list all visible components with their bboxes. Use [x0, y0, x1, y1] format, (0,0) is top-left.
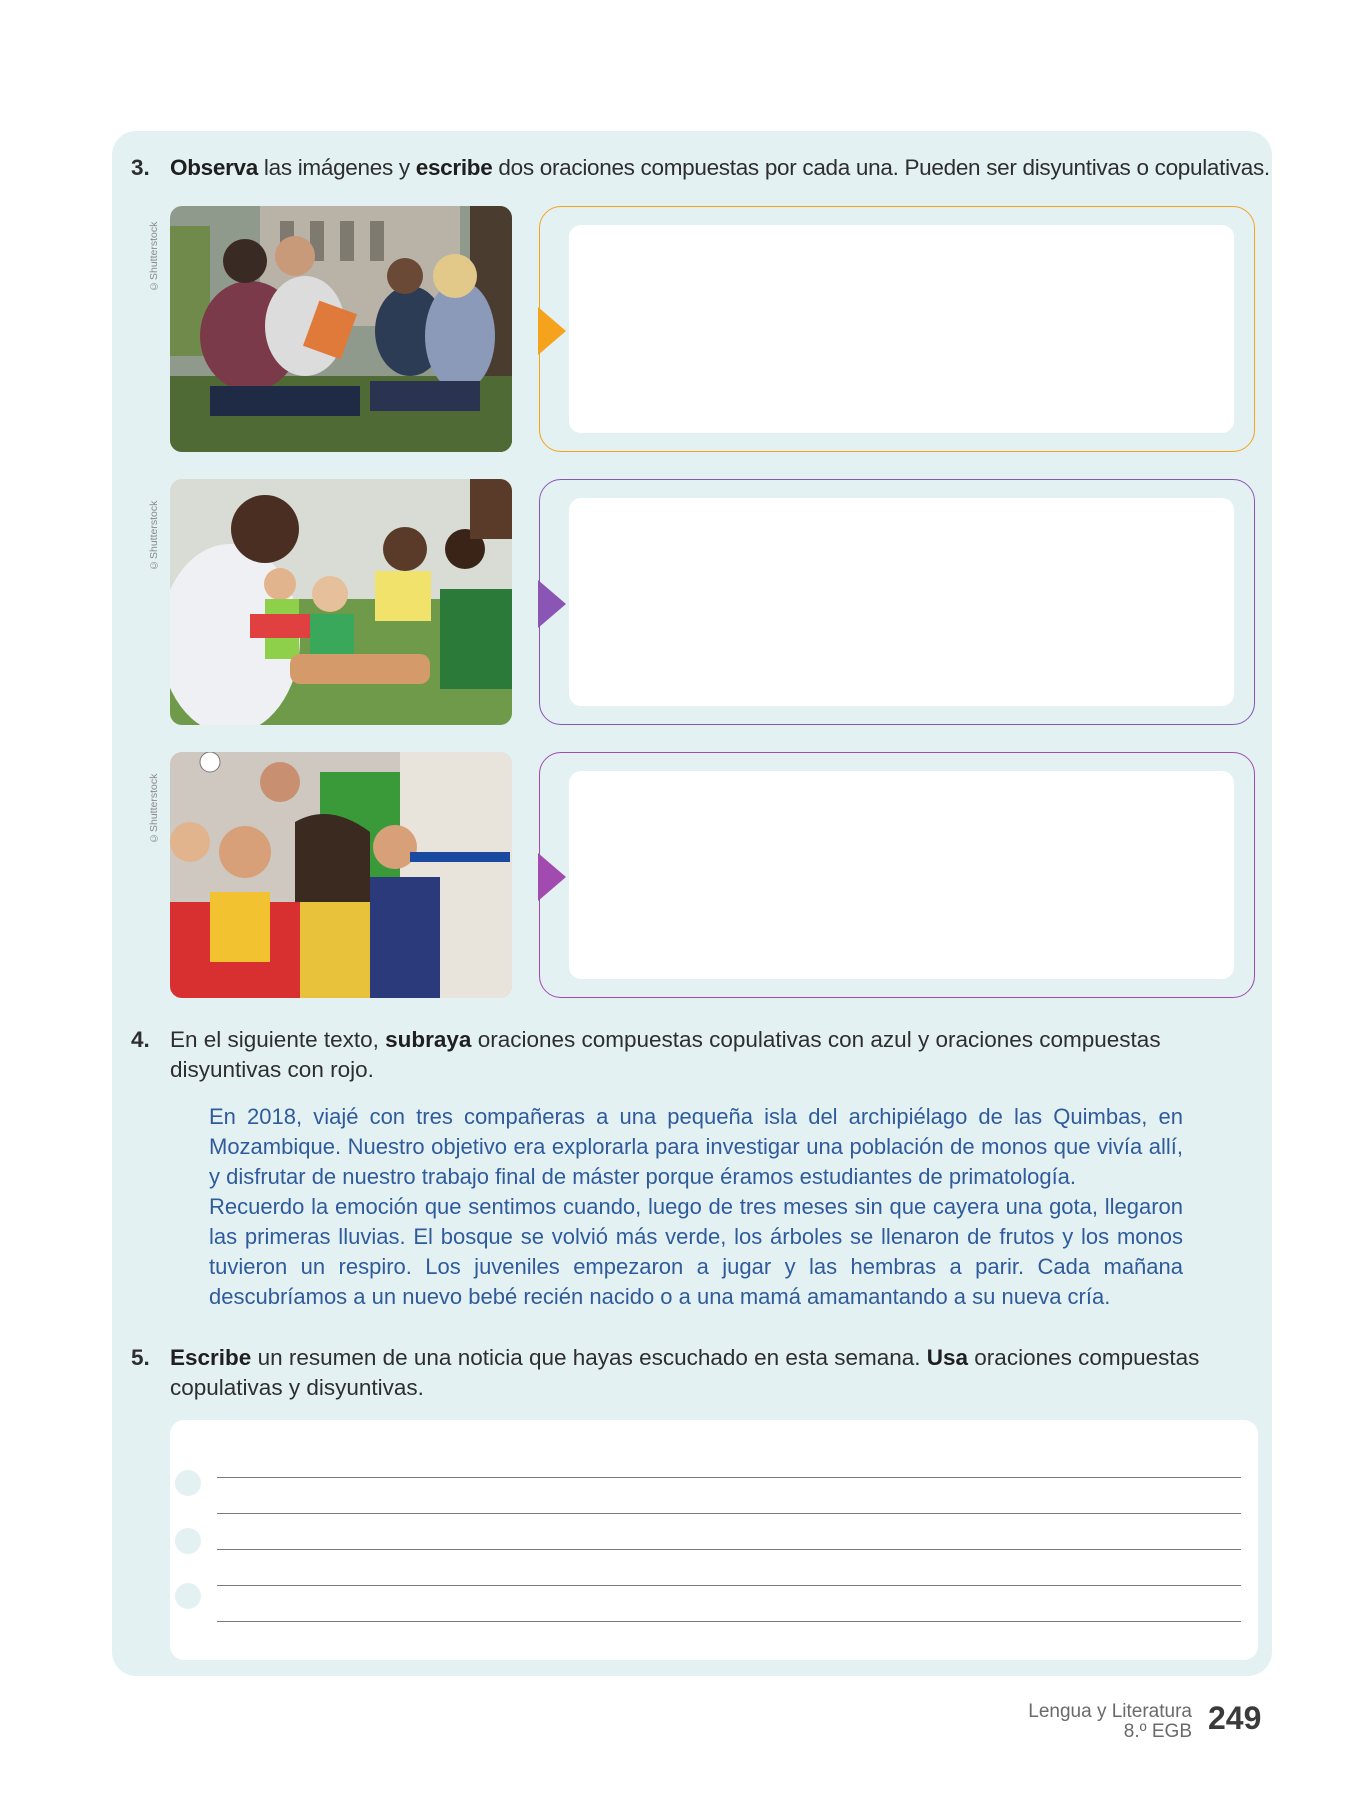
- verb-subraya: subraya: [385, 1027, 472, 1052]
- verb-escribe: escribe: [415, 155, 493, 180]
- answer-area-1[interactable]: [569, 225, 1234, 433]
- passage-paragraph-2: Recuerdo la emoción que sentimos cuando, luego de tres meses sin que cayera una gota, llegaron las primeras lluvias. El bosque se volvió más verde, los árboles se llenaron de frutos y los monos tuvieron un respiro. Los juveniles empezaron a jugar y las hembras a parir. Cada mañana descubríamos a un nuevo bebé recién nacido o a una mamá amamantando a su nueva cría.: [209, 1194, 1183, 1309]
- photo-row-2: [0, 479, 1350, 725]
- answer-area-2[interactable]: [569, 498, 1234, 706]
- writing-area[interactable]: [170, 1420, 1258, 1660]
- photo-credit: ©Shutterstock: [148, 221, 160, 292]
- photo-team-huddle: [170, 479, 512, 725]
- passage-paragraph-1: En 2018, viajé con tres compañeras a una pequeña isla del archipiélago de las Quimbas, en Mozambique. Nuestro objetivo era explorarla para investigar una población de monos que vivía allí, y disfrutar de nuestro trabajo final de máster porque éramos estudiantes de primatología.: [209, 1104, 1183, 1189]
- grade-label: 8.º EGB: [1123, 1721, 1192, 1742]
- subject-name: Lengua y Literatura: [1028, 1701, 1192, 1722]
- verb-observa: Observa: [170, 155, 258, 180]
- exercise-5-number: 5.: [131, 1345, 150, 1370]
- answer-box-1: [539, 206, 1255, 452]
- verb-escribe: Escribe: [170, 1345, 252, 1370]
- answer-box-3: [539, 752, 1255, 998]
- writing-line[interactable]: [217, 1585, 1241, 1586]
- exercise-3-number: 3.: [131, 155, 150, 180]
- photo-row-1: [0, 206, 1350, 452]
- binder-hole: [175, 1470, 201, 1496]
- photo-credit: ©Shutterstock: [148, 500, 160, 571]
- photo-row-3: [0, 752, 1350, 998]
- footer-subject: [1028, 1702, 1192, 1742]
- page-number: 249: [1208, 1700, 1262, 1736]
- reading-passage: [209, 1102, 1183, 1312]
- pointer-arrow-icon: [538, 307, 566, 355]
- writing-line[interactable]: [217, 1477, 1241, 1478]
- photo-students: [170, 206, 512, 452]
- writing-line[interactable]: [217, 1621, 1241, 1622]
- photo-credit: ©Shutterstock: [148, 773, 160, 844]
- answer-area-3[interactable]: [569, 771, 1234, 979]
- writing-line[interactable]: [217, 1549, 1241, 1550]
- exercise-4-number: 4.: [131, 1027, 150, 1052]
- binder-hole: [175, 1528, 201, 1554]
- verb-usa: Usa: [926, 1345, 969, 1370]
- binder-hole: [175, 1583, 201, 1609]
- photo-fans-cheering: [170, 752, 512, 998]
- pointer-arrow-icon: [538, 853, 566, 901]
- pointer-arrow-icon: [538, 580, 566, 628]
- writing-line[interactable]: [217, 1513, 1241, 1514]
- answer-box-2: [539, 479, 1255, 725]
